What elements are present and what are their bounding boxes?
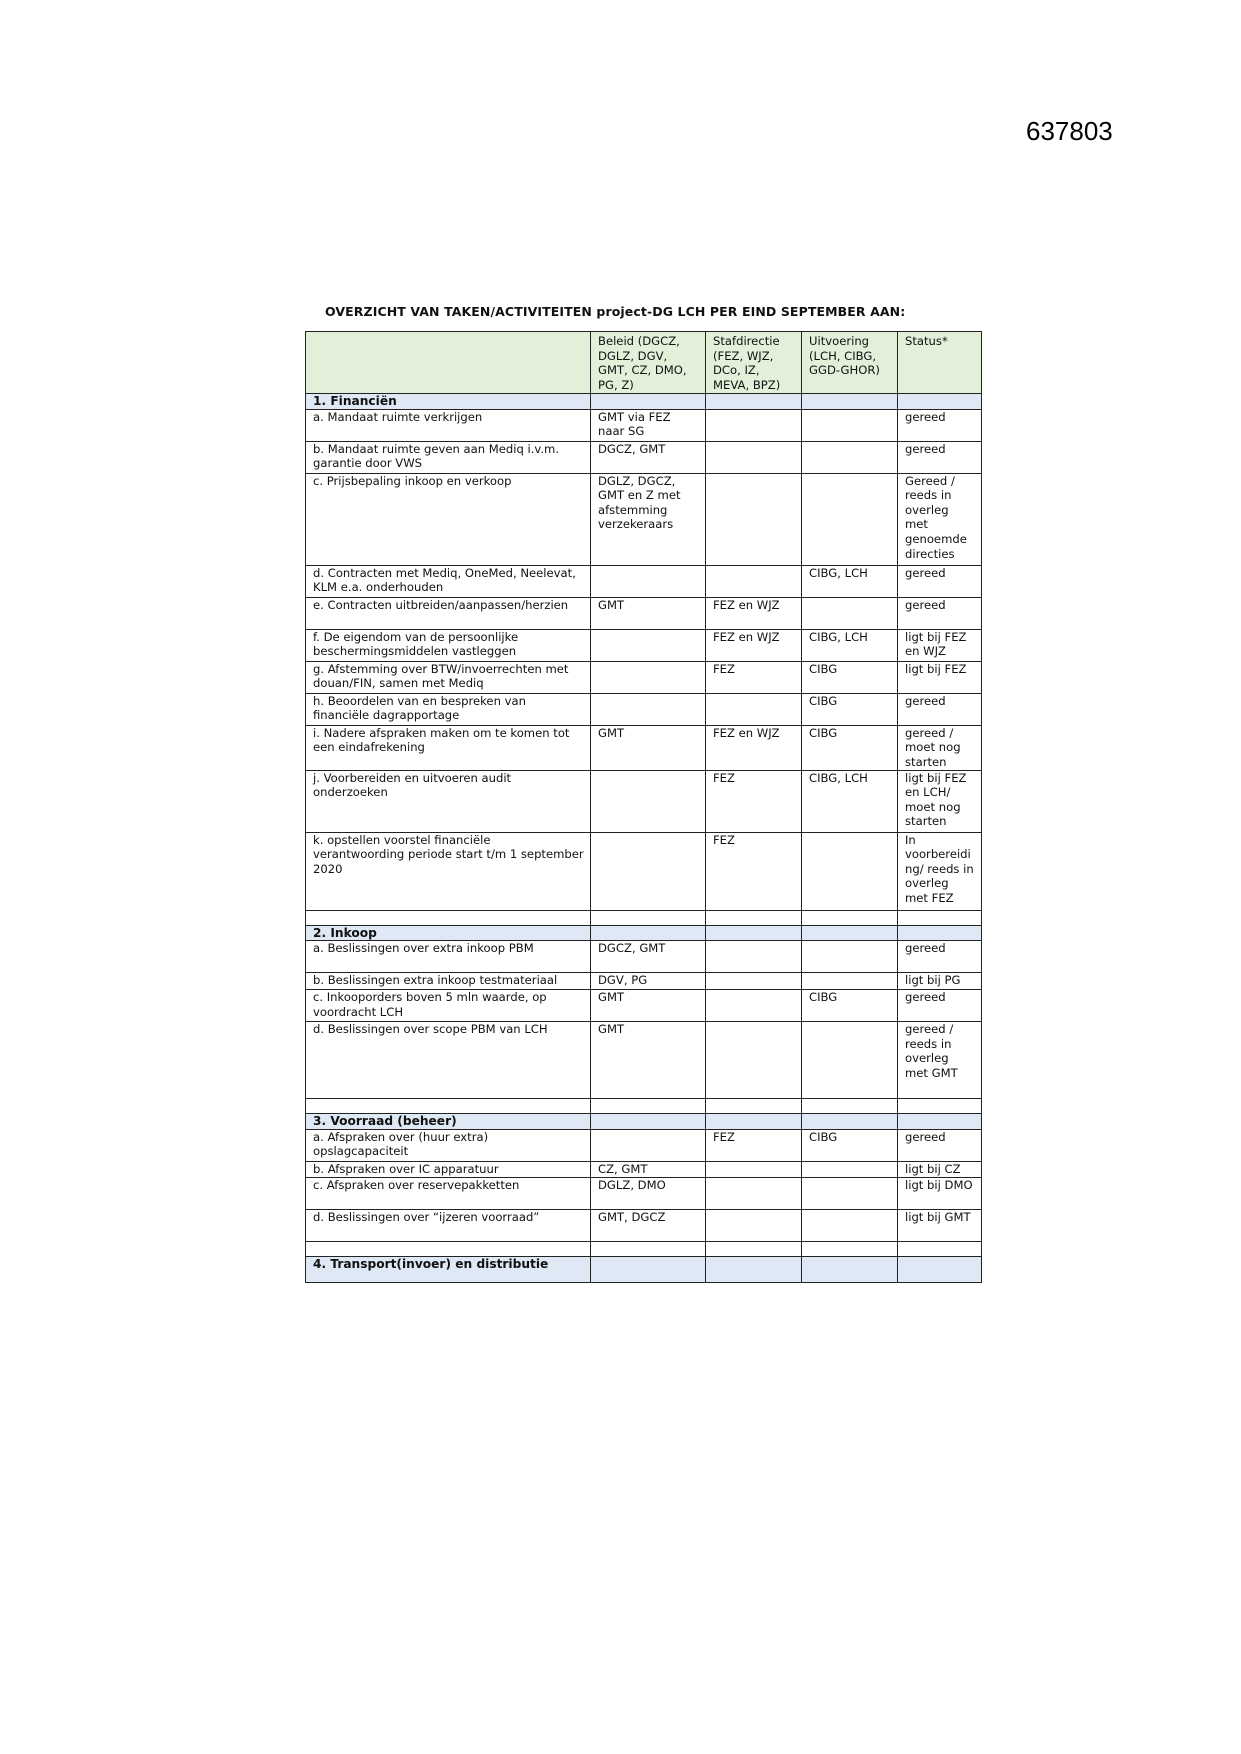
stafdirectie-cell xyxy=(706,1161,802,1177)
section-title: 4. Transport(invoer) en distributie xyxy=(306,1256,591,1282)
beleid-cell: GMT xyxy=(591,1022,706,1099)
table-row xyxy=(306,725,982,770)
table-row xyxy=(306,597,982,629)
spacer-cell xyxy=(802,1241,898,1256)
status-cell: gereed xyxy=(898,990,982,1022)
beleid-cell: GMT xyxy=(591,725,706,770)
uitvoering-cell: CIBG, LCH xyxy=(802,629,898,661)
uitvoering-cell xyxy=(802,1177,898,1209)
table-row xyxy=(306,1129,982,1161)
task-cell: d. Contracten met Mediq, OneMed, Neelevat, KLM e.a. onderhouden xyxy=(306,565,591,597)
section-title: 1. Financiën xyxy=(306,394,591,410)
spacer-cell xyxy=(898,1099,982,1114)
header-task xyxy=(306,332,591,394)
section-empty-cell xyxy=(706,1114,802,1130)
status-cell: ligt bij CZ xyxy=(898,1161,982,1177)
stafdirectie-cell: FEZ xyxy=(706,1129,802,1161)
status-cell: ligt bij GMT xyxy=(898,1209,982,1241)
beleid-cell xyxy=(591,1129,706,1161)
header-beleid: Beleid (DGCZ, DGLZ, DGV, GMT, CZ, DMO, PG, Z) xyxy=(591,332,706,394)
uitvoering-cell xyxy=(802,832,898,910)
beleid-cell xyxy=(591,565,706,597)
table-row xyxy=(306,565,982,597)
status-cell: gereed xyxy=(898,409,982,441)
uitvoering-cell: CIBG, LCH xyxy=(802,770,898,832)
stafdirectie-cell xyxy=(706,473,802,565)
stafdirectie-cell: FEZ xyxy=(706,770,802,832)
beleid-cell xyxy=(591,832,706,910)
uitvoering-cell: CIBG xyxy=(802,693,898,725)
spacer-cell xyxy=(706,1099,802,1114)
task-cell: e. Contracten uitbreiden/aanpassen/herzien xyxy=(306,597,591,629)
section-empty-cell xyxy=(898,394,982,410)
stafdirectie-cell xyxy=(706,441,802,473)
spacer-cell xyxy=(706,1241,802,1256)
stafdirectie-cell: FEZ xyxy=(706,661,802,693)
spacer-cell xyxy=(802,910,898,925)
header-status: Status* xyxy=(898,332,982,394)
spacer-cell xyxy=(898,910,982,925)
table-row xyxy=(306,693,982,725)
spacer-cell xyxy=(591,910,706,925)
task-cell: c. Inkooporders boven 5 mln waarde, op voordracht LCH xyxy=(306,990,591,1022)
header-row xyxy=(306,332,982,394)
uitvoering-cell xyxy=(802,409,898,441)
table-row xyxy=(306,473,982,565)
spacer-cell xyxy=(802,1099,898,1114)
stafdirectie-cell: FEZ en WJZ xyxy=(706,629,802,661)
task-cell: a. Mandaat ruimte verkrijgen xyxy=(306,409,591,441)
stafdirectie-cell xyxy=(706,973,802,990)
section-empty-cell xyxy=(898,925,982,941)
section-empty-cell xyxy=(706,394,802,410)
task-cell: b. Mandaat ruimte geven aan Mediq i.v.m. garantie door VWS xyxy=(306,441,591,473)
stafdirectie-cell xyxy=(706,693,802,725)
uitvoering-cell: CIBG xyxy=(802,725,898,770)
uitvoering-cell xyxy=(802,597,898,629)
beleid-cell xyxy=(591,770,706,832)
beleid-cell: GMT, DGCZ xyxy=(591,1209,706,1241)
section-empty-cell xyxy=(898,1256,982,1282)
task-cell: i. Nadere afspraken maken om te komen tot een eindafrekening xyxy=(306,725,591,770)
status-cell: ligt bij FEZ en WJZ xyxy=(898,629,982,661)
uitvoering-cell xyxy=(802,1022,898,1099)
stafdirectie-cell: FEZ en WJZ xyxy=(706,725,802,770)
task-cell: k. opstellen voorstel financiële verantwoording periode start t/m 1 september 2020 xyxy=(306,832,591,910)
section-row xyxy=(306,1256,982,1282)
table-body xyxy=(306,394,982,1283)
task-cell: b. Afspraken over IC apparatuur xyxy=(306,1161,591,1177)
status-cell: ligt bij FEZ xyxy=(898,661,982,693)
spacer-cell xyxy=(591,1241,706,1256)
spacer-row xyxy=(306,1099,982,1114)
uitvoering-cell xyxy=(802,973,898,990)
task-cell: d. Beslissingen over “ijzeren voorraad” xyxy=(306,1209,591,1241)
task-cell: f. De eigendom van de persoonlijke beschermingsmiddelen vastleggen xyxy=(306,629,591,661)
status-cell: ligt bij PG xyxy=(898,973,982,990)
stafdirectie-cell xyxy=(706,1209,802,1241)
table-row xyxy=(306,629,982,661)
section-empty-cell xyxy=(591,1114,706,1130)
status-cell: gereed xyxy=(898,1129,982,1161)
spacer-cell xyxy=(306,1241,591,1256)
status-cell: gereed / reeds in overleg met GMT xyxy=(898,1022,982,1099)
section-title: 3. Voorraad (beheer) xyxy=(306,1114,591,1130)
table-row xyxy=(306,1161,982,1177)
stafdirectie-cell xyxy=(706,565,802,597)
table-row xyxy=(306,832,982,910)
beleid-cell: DGCZ, GMT xyxy=(591,441,706,473)
uitvoering-cell: CIBG xyxy=(802,661,898,693)
status-cell: gereed xyxy=(898,597,982,629)
table-row xyxy=(306,661,982,693)
section-empty-cell xyxy=(802,1256,898,1282)
beleid-cell: DGV, PG xyxy=(591,973,706,990)
stafdirectie-cell xyxy=(706,941,802,973)
spacer-cell xyxy=(306,1099,591,1114)
spacer-cell xyxy=(591,1099,706,1114)
section-empty-cell xyxy=(802,925,898,941)
beleid-cell: GMT via FEZ naar SG xyxy=(591,409,706,441)
section-empty-cell xyxy=(802,394,898,410)
table-row xyxy=(306,1209,982,1241)
table-row xyxy=(306,770,982,832)
section-title: 2. Inkoop xyxy=(306,925,591,941)
spacer-cell xyxy=(706,910,802,925)
section-row xyxy=(306,925,982,941)
table-row xyxy=(306,941,982,973)
status-cell: In voorbereidi ng/ reeds in overleg met FEZ xyxy=(898,832,982,910)
section-empty-cell xyxy=(591,925,706,941)
uitvoering-cell xyxy=(802,941,898,973)
table-row xyxy=(306,990,982,1022)
stafdirectie-cell: FEZ en WJZ xyxy=(706,597,802,629)
spacer-cell xyxy=(898,1241,982,1256)
uitvoering-cell xyxy=(802,473,898,565)
beleid-cell xyxy=(591,661,706,693)
table-row xyxy=(306,1177,982,1209)
status-cell: gereed xyxy=(898,565,982,597)
beleid-cell: CZ, GMT xyxy=(591,1161,706,1177)
task-cell: d. Beslissingen over scope PBM van LCH xyxy=(306,1022,591,1099)
beleid-cell xyxy=(591,629,706,661)
header-stafdirectie: Stafdirectie (FEZ, WJZ, DCo, IZ, MEVA, BPZ) xyxy=(706,332,802,394)
table-row xyxy=(306,1022,982,1099)
task-cell: b. Beslissingen extra inkoop testmateriaal xyxy=(306,973,591,990)
beleid-cell xyxy=(591,693,706,725)
beleid-cell: GMT xyxy=(591,990,706,1022)
section-row xyxy=(306,394,982,410)
table-row xyxy=(306,973,982,990)
beleid-cell: DGLZ, DGCZ, GMT en Z met afstemming verzekeraars xyxy=(591,473,706,565)
tasks-table xyxy=(305,331,982,1283)
spacer-row xyxy=(306,910,982,925)
task-cell: a. Beslissingen over extra inkoop PBM xyxy=(306,941,591,973)
uitvoering-cell xyxy=(802,1161,898,1177)
task-cell: c. Prijsbepaling inkoop en verkoop xyxy=(306,473,591,565)
section-empty-cell xyxy=(591,394,706,410)
task-cell: j. Voorbereiden en uitvoeren audit onderzoeken xyxy=(306,770,591,832)
status-cell: Gereed / reeds in overleg met genoemde directies xyxy=(898,473,982,565)
status-cell: gereed / moet nog starten xyxy=(898,725,982,770)
table-row xyxy=(306,409,982,441)
uitvoering-cell: CIBG xyxy=(802,1129,898,1161)
section-empty-cell xyxy=(802,1114,898,1130)
task-cell: a. Afspraken over (huur extra) opslagcapaciteit xyxy=(306,1129,591,1161)
stafdirectie-cell xyxy=(706,1022,802,1099)
spacer-row xyxy=(306,1241,982,1256)
stafdirectie-cell xyxy=(706,1177,802,1209)
uitvoering-cell: CIBG, LCH xyxy=(802,565,898,597)
document-title: OVERZICHT VAN TAKEN/ACTIVITEITEN project-DG LCH PER EIND SEPTEMBER AAN: xyxy=(325,304,906,319)
status-cell: gereed xyxy=(898,941,982,973)
section-empty-cell xyxy=(706,1256,802,1282)
beleid-cell: DGLZ, DMO xyxy=(591,1177,706,1209)
task-cell: g. Afstemming over BTW/invoerrechten met douan/FIN, samen met Mediq xyxy=(306,661,591,693)
task-cell: h. Beoordelen van en bespreken van financiële dagrapportage xyxy=(306,693,591,725)
spacer-cell xyxy=(306,910,591,925)
uitvoering-cell: CIBG xyxy=(802,990,898,1022)
status-cell: gereed xyxy=(898,693,982,725)
uitvoering-cell xyxy=(802,1209,898,1241)
status-cell: ligt bij FEZ en LCH/ moet nog starten xyxy=(898,770,982,832)
section-empty-cell xyxy=(706,925,802,941)
beleid-cell: GMT xyxy=(591,597,706,629)
status-cell: ligt bij DMO xyxy=(898,1177,982,1209)
stafdirectie-cell xyxy=(706,409,802,441)
section-empty-cell xyxy=(591,1256,706,1282)
stafdirectie-cell xyxy=(706,990,802,1022)
beleid-cell: DGCZ, GMT xyxy=(591,941,706,973)
status-cell: gereed xyxy=(898,441,982,473)
uitvoering-cell xyxy=(802,441,898,473)
document-number: 637803 xyxy=(1026,116,1113,146)
header-uitvoering: Uitvoering (LCH, CIBG, GGD-GHOR) xyxy=(802,332,898,394)
task-cell: c. Afspraken over reservepakketten xyxy=(306,1177,591,1209)
table-row xyxy=(306,441,982,473)
stafdirectie-cell: FEZ xyxy=(706,832,802,910)
section-empty-cell xyxy=(898,1114,982,1130)
section-row xyxy=(306,1114,982,1130)
